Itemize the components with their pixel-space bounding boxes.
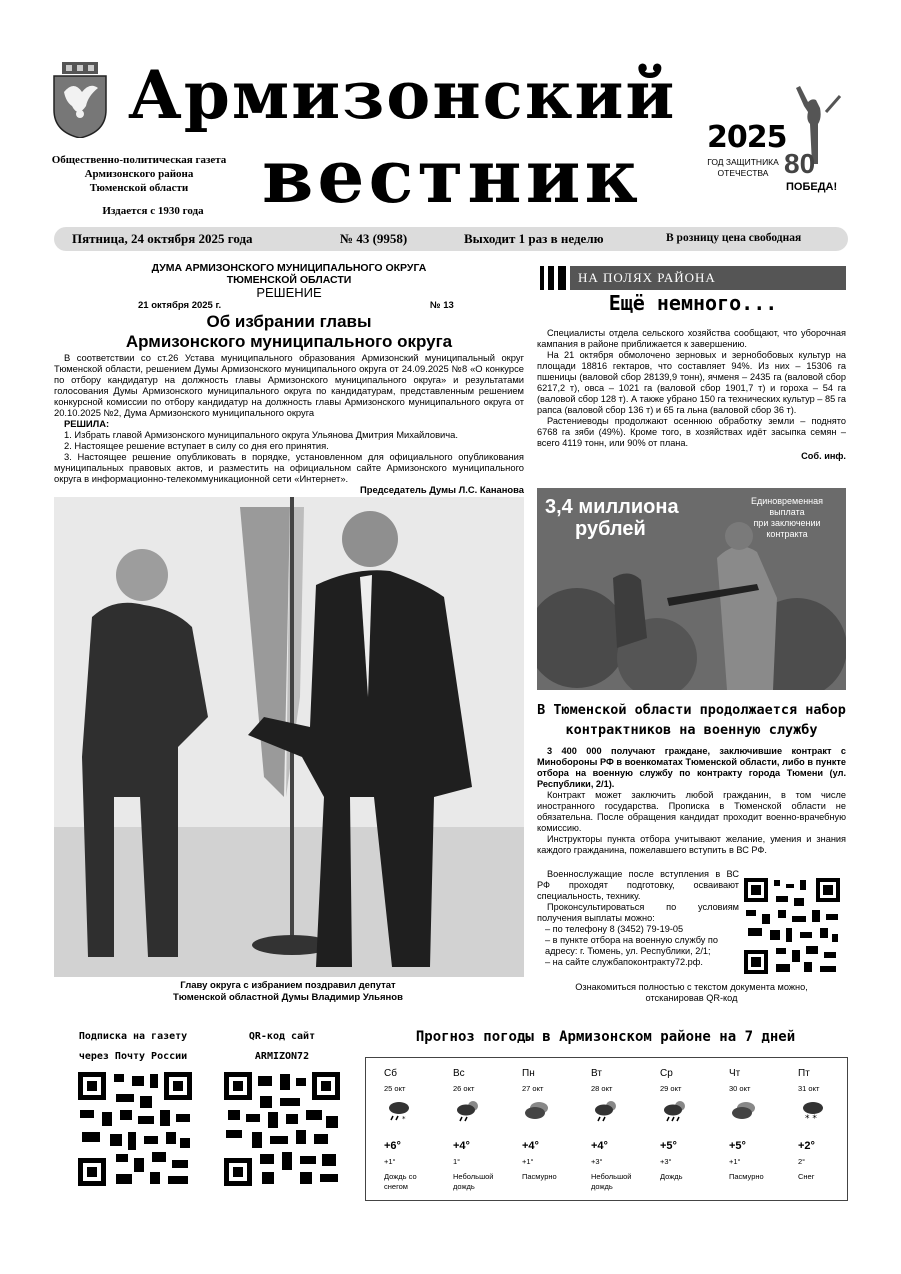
tagline-line: Армизонского района	[84, 168, 194, 180]
site-qr-label-line: QR-код сайт	[248, 1031, 316, 1042]
weather-summary: Дождь	[660, 1172, 683, 1181]
weather-low: +3°	[591, 1157, 603, 1166]
ad-note-line: контракта	[766, 529, 808, 539]
decision-resolved: РЕШИЛА:	[64, 418, 110, 429]
contract-paragraph: Инструкторы пункта отбора учитывают желание, умения и знания каждого гражданина, пожелавшего вступить в ВС РФ.	[537, 834, 846, 855]
recruitment-ad	[537, 488, 846, 690]
weather-day-tue	[573, 1058, 641, 1200]
weather-low: +1°	[522, 1157, 534, 1166]
field-report-source: Соб. инф.	[801, 451, 846, 461]
field-report-body	[537, 328, 846, 462]
weather-high: +4°	[522, 1140, 539, 1152]
weather-date: 30 окт	[729, 1084, 751, 1093]
section-header	[540, 266, 846, 290]
section-label	[570, 266, 846, 290]
weather-day-mon	[504, 1058, 572, 1200]
section-mark	[548, 266, 554, 290]
weather-date: 27 окт	[522, 1084, 544, 1093]
issue-number: № 43 (9958)	[340, 231, 408, 246]
decision-org	[54, 262, 524, 286]
victory-word: ПОБЕДА!	[786, 181, 838, 193]
weather-summary: Пасмурно	[729, 1172, 764, 1181]
decision-preamble: В соответствии со ст.26 Устава муниципального образования Армизонский муниципальный округ Тюменской области, решением Думы Армизонского муниципального округа от 24.09.2025 №8 «О конкурсе по отбору кандидатур на должность главы Армизонского муниципального округа» и результатами голосования Думы Армизонского муниципального округа по кандидатурам, представленным решением конкурсной комиссии по отбору кандидатур на должность главы Армизонского муниципального округа от 20.10.2025 №2, Дума Армизонского муниципального округа	[54, 352, 524, 418]
weather-summary: Пасмурно	[522, 1172, 557, 1181]
coat-of-arms-icon	[52, 62, 108, 138]
contract-body	[537, 746, 846, 856]
weather-summary: Небольшой дождь	[591, 1172, 632, 1191]
qr-note-line: Ознакомиться полностью с текстом документа можно,	[575, 982, 808, 992]
snow-icon	[800, 1100, 826, 1122]
weather-day-thu	[711, 1058, 779, 1200]
section-label-text: НА ПОЛЯХ РАЙОНА	[578, 270, 716, 285]
qr-note	[537, 982, 846, 1004]
weather-day-name: Сб	[384, 1068, 397, 1079]
weather-day-name: Вт	[591, 1068, 602, 1079]
field-report-paragraph: Растениеводы продолжают осеннюю обработку земли – поднято 6768 га зяби (49%). Кроме того, в хозяйствах идёт засыпка семян – всего 4119 тонн, или 90% от плана.	[537, 416, 846, 448]
subscribe-label-line: через Почту России	[78, 1051, 188, 1062]
subscribe-label	[58, 1027, 208, 1067]
weather-day-name: Пт	[798, 1068, 810, 1079]
photo-caption-line: Главу округа с избранием поздравил депутат	[180, 980, 396, 991]
tagline-line: Тюменской области	[89, 182, 189, 194]
issue-price: В розницу цена свободная	[666, 232, 802, 244]
ad-amount-line: 3,4 миллиона	[545, 496, 679, 518]
weather-day-name: Ср	[660, 1068, 673, 1079]
weather-low: +1°	[384, 1157, 396, 1166]
weather-date: 28 окт	[591, 1084, 613, 1093]
decision-org-line: ТЮМЕНСКОЙ ОБЛАСТИ	[226, 274, 352, 286]
handshake-photo-illustration	[54, 497, 524, 977]
field-report-paragraph: Специалисты отдела сельского хозяйства сообщают, что уборочная кампания в районе приближается к завершению.	[537, 328, 846, 349]
weather-date: 25 окт	[384, 1084, 406, 1093]
contract-paragraph: Военнослужащие после вступления в ВС РФ проходят подготовку, осваивают специальность, технику.	[537, 869, 739, 901]
weather-date: 26 окт	[453, 1084, 475, 1093]
contract-paragraph: Проконсультироваться по условиям получения выплаты можно:	[537, 902, 739, 923]
weather-title: Прогноз погоды в Армизонском районе на 7 дней	[415, 1029, 796, 1045]
decision-item: 3. Настоящее решение опубликовать в порядке, установленном для официального опубликования муниципальных правовых актов, и разместить на официальном сайте Армизонского муниципального округа в информационно-телекоммуникационной сети «Интернет».	[54, 451, 524, 484]
since-line: Издается с 1930 года	[102, 205, 204, 217]
year-badge: 2025	[707, 120, 787, 155]
decision-item: 1. Избрать главой Армизонского муниципального округа Ульянова Дмитрия Михайловича.	[64, 429, 458, 440]
year-badge-caption	[700, 157, 786, 179]
year-badge-caption-line: ОТЕЧЕСТВА	[717, 168, 769, 178]
section-mark	[558, 266, 566, 290]
decision-item: 2. Настоящее решение вступает в силу со дня его принятия.	[64, 440, 329, 451]
decision-title-line: Армизонского муниципального округа	[125, 332, 453, 351]
ad-note-line: при заключении	[753, 518, 821, 528]
decision-number: № 13	[430, 300, 454, 311]
victory-number: 80	[784, 148, 816, 179]
rain-snow-icon	[386, 1100, 412, 1122]
decision-title-line: Об избрании главы	[206, 312, 372, 331]
tagline	[44, 153, 234, 195]
decision-date: 21 октября 2025 г.	[138, 300, 222, 311]
weather-forecast	[365, 1057, 848, 1201]
ad-note-line: выплата	[769, 507, 805, 517]
ad-note	[733, 496, 841, 540]
subscribe-label-line: Подписка на газету	[78, 1031, 188, 1042]
main-photo	[54, 497, 524, 977]
weather-high: +5°	[660, 1140, 677, 1152]
svg-text:* *: * *	[805, 1114, 817, 1122]
newspaper-title-line1: Армизонский	[128, 56, 677, 134]
site-qr-label	[222, 1027, 342, 1067]
site-qr-code[interactable]	[222, 1070, 342, 1188]
photo-caption-line: Тюменской областной Думы Владимир Ульянов	[173, 992, 403, 1003]
decision-article	[54, 262, 524, 495]
weather-high: +4°	[591, 1140, 608, 1152]
weather-high: +2°	[798, 1140, 815, 1152]
weather-day-sun	[435, 1058, 503, 1200]
field-report-headline: Ещё немного...	[608, 291, 778, 315]
issue-info-bar	[54, 227, 848, 251]
contract-paragraph: Контракт может заключить любой гражданин, в том числе иностранного государства. Прописка в Тюменской области не обязательна. После обращения кандидат проходит военно-врачебную комиссию.	[537, 790, 846, 833]
ad-amount	[545, 496, 679, 540]
weather-low: +1°	[729, 1157, 741, 1166]
partly-cloudy-rain-icon	[455, 1100, 481, 1122]
site-qr-label-line: ARMIZON72	[254, 1051, 310, 1062]
tagline-line: Общественно-политическая газета	[51, 154, 227, 166]
issue-date: Пятница, 24 октября 2025 года	[72, 231, 253, 246]
contract-contact: – на сайте службапоконтракту72.рф.	[545, 957, 703, 967]
contract-headline-line: контрактников на военную службу	[565, 722, 818, 738]
contract-headline-line: В Тюменской области продолжается набор	[537, 702, 846, 718]
svg-text:*: *	[402, 1115, 406, 1122]
overcast-icon	[524, 1100, 550, 1122]
year-badge-caption-line: ГОД ЗАЩИТНИКА	[707, 157, 779, 167]
decision-title	[54, 312, 524, 352]
newspaper-title-line2: вестник	[262, 134, 642, 220]
section-mark	[540, 266, 544, 290]
subscribe-qr-code[interactable]	[76, 1070, 194, 1188]
weather-summary: Небольшой дождь	[453, 1172, 494, 1191]
field-report-paragraph: На 21 октября обмолочено зерновых и зернобобовых культур на площади 18816 гектаров, что составляет 94%. Из них – 15306 га пшеницы (валовой сбор 28139,9 тонн), ячменя – 2435 га (валовой сбор 6217,2 т), овса – 1021 га (валовой сбор 1901,7 т) и гороха – 54 га (валовой сбор 128 т). А также убрано 150 га технических культур – 85 га рапса (валовой сбор 136 т) и 65 га льна (валовой сбор 36 т).	[537, 350, 847, 415]
weather-day-name: Пн	[522, 1068, 535, 1079]
weather-summary: Снег	[798, 1172, 815, 1181]
contract-lead: 3 400 000 получают граждане, заключившие контракт с Минобороны РФ в военкоматах Тюменской области, либо в пункте отбора на военную службу по контракту города Тюмени (ул. Республики, 2/1).	[537, 746, 846, 789]
decision-meta	[54, 300, 524, 312]
decision-signature: Председатель Думы Л.С. Кананова	[360, 484, 524, 495]
decision-org-line: ДУМА АРМИЗОНСКОГО МУНИЦИПАЛЬНОГО ОКРУГА	[151, 262, 427, 274]
decision-type: РЕШЕНИЕ	[256, 285, 322, 300]
weather-low: +3°	[660, 1157, 672, 1166]
qr-note-line: отсканировав QR-код	[645, 993, 738, 1003]
partly-cloudy-rain-icon	[662, 1100, 688, 1122]
weather-day-name: Вс	[453, 1068, 465, 1079]
weather-high: +5°	[729, 1140, 746, 1152]
weather-low: 2°	[798, 1157, 806, 1166]
contract-contact: – по телефону 8 (3452) 79-19-05	[545, 924, 684, 934]
overcast-icon	[731, 1100, 757, 1122]
contract-headline	[537, 700, 846, 740]
weather-date: 31 окт	[798, 1084, 820, 1093]
ad-amount-line: рублей	[575, 518, 646, 540]
ad-note-line: Единовременная	[750, 496, 824, 506]
weather-date: 29 окт	[660, 1084, 682, 1093]
weather-day-sat	[366, 1058, 434, 1200]
issue-frequency: Выходит 1 раз в неделю	[464, 231, 604, 246]
weather-day-fri	[780, 1058, 848, 1200]
photo-caption	[58, 980, 518, 1004]
weather-high: +4°	[453, 1140, 470, 1152]
contract-body-narrow	[537, 869, 739, 968]
partly-cloudy-rain-icon	[593, 1100, 619, 1122]
weather-day-wed	[642, 1058, 710, 1200]
contract-contact: – в пункте отбора на военную службу по адресу: г. Тюмень, ул. Республики, 2/1;	[545, 935, 718, 956]
contract-qr-code[interactable]	[742, 876, 842, 976]
weather-day-name: Чт	[729, 1068, 741, 1079]
weather-summary: Дождь со снегом	[384, 1172, 417, 1191]
weather-low: 1°	[453, 1157, 461, 1166]
weather-high: +6°	[384, 1140, 401, 1152]
